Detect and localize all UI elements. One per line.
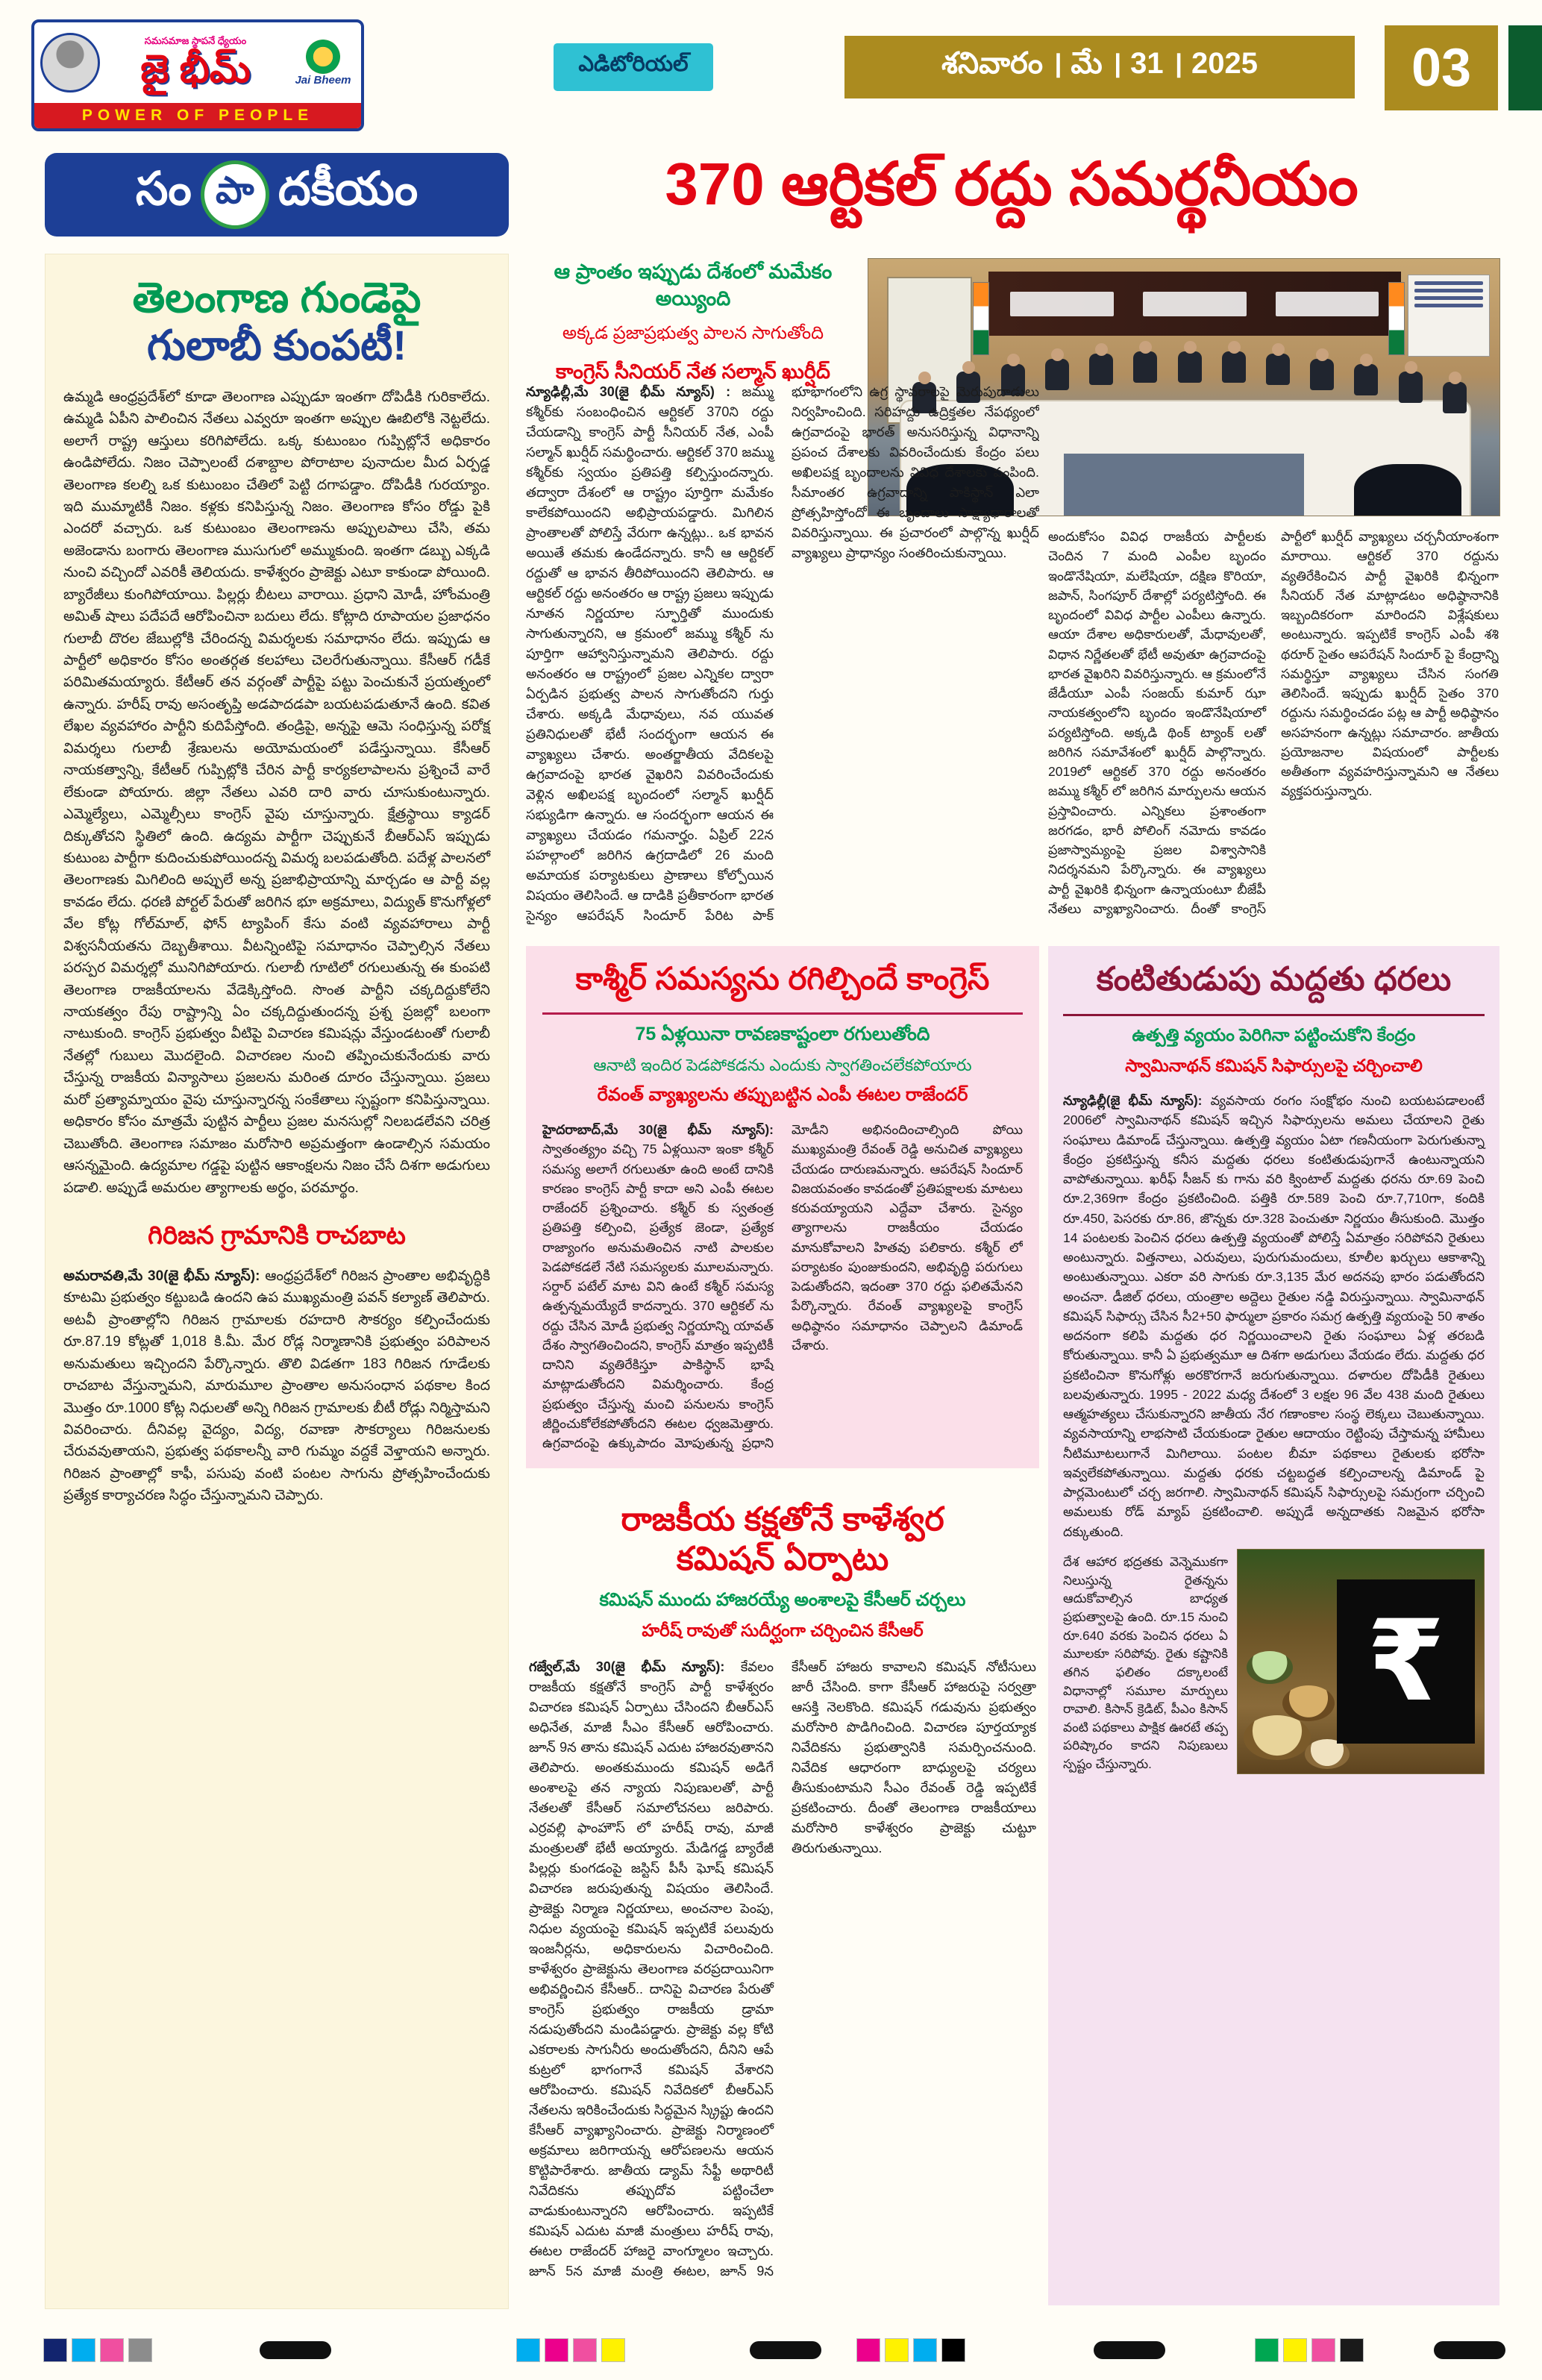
rupee-symbol: ₹ <box>1367 1596 1445 1726</box>
msp-article <box>1048 946 1499 2305</box>
editorial-title-part3: దకీయం <box>278 163 419 215</box>
kashmir-body-columns <box>542 1120 1023 1468</box>
grain-bowl <box>1247 1651 1293 1684</box>
kaleshwaram-dateline: గజ్వేల్,మే 30(జై భీమ్ న్యూస్): <box>529 1659 741 1674</box>
person-figure <box>1045 359 1069 390</box>
kaleshwaram-headline-line1: రాజకీయ కక్షతోనే కాళేశ్వర <box>621 1501 944 1538</box>
grain-bowl <box>1305 1739 1350 1769</box>
msp-body2: దేశ ఆహార భద్రతకు వెన్నెముకగా నిలుస్తున్న రైతన్నను ఆదుకోవాల్సిన బాధ్యత ప్రభుత్వాలపై ఉంది. రూ.15 నుంచి రూ.640 వరకు పెంచిన ధరలు ఏ మూలకూ సరిపోవు. రైతు కష్టానికి తగిన ఫలితం దక్కాలంటే విధానాల్లో సమూల మార్పులు రావాలి. కిసాన్ క్రెడిట్, పీఎం కిసాన్ వంటి పథకాలు పాక్షిక ఊరటే తప్ప పరిష్కారం కాదని నిపుణులు స్పష్టం చేస్తున్నారు. <box>1063 1555 1228 1772</box>
kashmir-subhead-2: ఆనాటి ఇందిర పెడపోకడను ఎందుకు స్వాగతించలేకపోయారు <box>593 1056 972 1074</box>
reg-mark-square <box>100 2338 124 2362</box>
kaleshwaram-headline-line2: కమిషన్ ఏర్పాటు <box>676 1540 889 1577</box>
kaleshwaram-subhead-2: హరీష్ రావుతో సుదీర్ఘంగా చర్చించిన కేసీఆర్ <box>642 1620 924 1640</box>
person-figure <box>1266 354 1290 385</box>
tribal-section-heading: గిరిజన గ్రామానికి రాచబాట <box>148 1221 406 1250</box>
reg-mark-pill <box>1434 2341 1505 2359</box>
lead-subhead-1: ఆ ప్రాంతం ఇప్పుడు దేశంలో మమేకం అయ్యింది <box>554 260 833 310</box>
kaleshwaram-body-text: కేవలం రాజకీయ కక్షతోనే కాంగ్రెస్ పార్టీ కాళేశ్వరం విచారణ కమిషన్ ఏర్పాటు చేసిందని బీఆర్ఎస్ అధినేత, మాజీ సీఎం కేసీఆర్ ఆరోపించారు. జూన్ 9న తాను కమిషన్ ఎదుట హాజరవుతానని తెలిపారు. అంతకుముందు కమిషన్ అడిగే అంశాలపై తన న్యాయ నిపుణులతో, పార్టీ నేతలతో కేసీఆర్ సమాలోచనలు జరిపారు. ఎర్రవల్లి ఫాంహౌస్ లో హరీష్ రావు, మాజీ మంత్రులతో భేటీ అయ్యారు. మేడిగడ్డ బ్యారేజీ పిల్లర్లు కుంగడంపై జస్టిస్ పీసీ ఘోష్ కమిషన్ విచారణ జరుపుతున్న విషయం తెలిసిందే. ప్రాజెక్టు నిర్మాణ నిర్ణయాలు, అంచనాల పెంపు, నిధుల వ్యయంపై కమిషన్ ఇప్పటికే పలువురు ఇంజనీర్లను, అధికారులను విచారించింది. కాళేశ్వరం ప్రాజెక్టును తెలంగాణ వరప్రదాయినిగా అభివర్ణించిన కేసీఆర్.. దానిపై విచారణ పేరుతో కాంగ్రెస్ ప్రభుత్వం రాజకీయ డ్రామా నడుపుతోందని మండిపడ్డారు. ప్రాజెక్టు వల్ల కోటి ఎకరాలకు సాగునీరు అందుతోందని, దీనిని ఆపే కుట్రలో భాగంగానే కమిషన్ వేశారని ఆరోపించారు. కమిషన్ నివేదికలో బీఆర్ఎస్ నేతలను ఇరికించేందుకు సిద్ధమైన స్క్రిప్టు ఉందని కేసీఆర్ వ్యాఖ్యానించారు. ప్రాజెక్టు నిర్మాణంలో అక్రమాలు జరిగాయన్న ఆరోపణలను ఆయన కొట్టిపారేశారు. జాతీయ డ్యామ్ సేఫ్టీ అథారిటీ నివేదికను తప్పుదోవ పట్టించేలా వాడుకుంటున్నారని ఆరోపించారు. ఇప్పటికే కమిషన్ ఎదుట మాజీ మంత్రులు హరీష్ రావు, ఈటల రాజేందర్ హాజరై వాంగ్మూలం ఇచ్చారు. జూన్ 5న మాజీ మంత్రి ఈటల, జూన్ 9న కేసీఆర్ హాజరు కావాలని కమిషన్ నోటీసులు జారీ చేసింది. కాగా కేసీఆర్ హాజరుపై సర్వత్రా ఆసక్తి నెలకొంది. కమిషన్ గడువును ప్రభుత్వం మరోసారి పొడిగించింది. విచారణ పూర్తయ్యాక నివేదికను ప్రభుత్వానికి సమర్పించనుంది. నివేదిక ఆధారంగా బాధ్యులపై చర్యలు తీసుకుంటామని సీఎం రేవంత్ రెడ్డి ఇప్పటికే ప్రకటించారు. దీంతో తెలంగాణ రాజకీయాలు మరోసారి కాళేశ్వరం ప్రాజెక్టు చుట్టూ తిరుగుతున్నాయి. <box>529 1659 1036 2279</box>
reg-mark-square <box>913 2338 937 2362</box>
lead-body-left-columns <box>526 382 1039 936</box>
editorial-body: ఉమ్మడి ఆంధ్రప్రదేశ్‌లో కూడా తెలంగాణ ఎప్పుడూ ఇంతగా దోపిడీకి గురికాలేదు. ఉమ్మడి ఏపీని పాలించిన నేతలు ఎవ్వరూ ఇంతగా అప్పుల ఊబిలోకి నెట్టలేదు. అలాగే రాష్ట్ర ఆస్తులు కరిగిపోలేదు. ఒక్క కుటుంబం గుప్పిట్లోనే అధికారం ఉండిపోలేదు. నిజం చెప్పాలంటే దశాబ్దాల పోరాటాల పునాదుల మీద ఏర్పడ్డ తెలంగాణ కలల్ని ఒక కుటుంబం చేతిలో పెట్టి దగాపడ్డాం. దోపిడీకి గురయ్యాం. ఇది ముమ్మాటికీ నిజం. కళ్లకు కనిపిస్తున్న నిజం. తెలంగాణ కోసం రోడ్డు పైకి ఎందరో వచ్చారు. ఒక కుటుంబం తెలంగాణను అప్పులపాలు చేసి, తమ అజెండాను బంగారు తెలంగాణ ముసుగులో అమ్ముకుంది. ఇంతగా డబ్బు ఎక్కడి నుంచి వచ్చిందో ఎవరికీ తెలియదు. కాళేశ్వరం ప్రాజెక్టు ఎటూ కాకుండా పోయింది. బ్యారేజీలు కుంగిపోయాయి. పిల్లర్లు బీటలు వారాయి. ప్రధాని మోడీ, హోంమంత్రి అమిత్ షాలు పదేపదే ఆరోపించినా బదులు లేదు. కోట్లాది రూపాయల ప్రజాధనం గులాబీ దొరల జేబుల్లోకి చేరిందన్న విమర్శలకు సమాధానం లేదు. ఇప్పుడు ఆ పార్టీలో అధికారం కోసం అంతర్గత కలహాలు చెలరేగుతున్నాయి. కేసీఆర్ గడీకే పరిమితమయ్యారు. కేటీఆర్ తన వర్గంతో పార్టీపై పట్టు పెంచుకునే ప్రయత్నంలో ఉన్నారు. హరీష్ రావు అసంతృప్తి అడపాదడపా బయటపడుతూనే ఉంది. కవిత లేఖల వ్యవహారం పార్టీని కుదిపేస్తోంది. తండ్రిపై, అన్నపై ఆమె సంధిస్తున్న పరోక్ష విమర్శలు గులాబీ శ్రేణులను అయోమయంలో పడేస్తున్నాయి. కేసీఆర్ నాయకత్వాన్ని, కేటీఆర్ గుప్పిట్లోకి చేరిన పార్టీ కార్యకలాపాలను ప్రశ్నించే వారే లేకుండా పోయారు. జిల్లా నేతలు ఎవరి దారి వారు చూసుకుంటున్నారు. ఎమ్మెల్యేలు, ఎమ్మెల్సీలు కాంగ్రెస్ వైపు చూస్తున్నారు. క్షేత్రస్థాయి క్యాడర్ దిక్కుతోచని స్థితిలో ఉంది. ఉద్యమ పార్టీగా చెప్పుకునే బీఆర్ఎస్ ఇప్పుడు కుటుంబ పార్టీగా కుదించుకుపోయిందన్న విమర్శ బలపడుతోంది. పదేళ్ల పాలనలో తెలంగాణకు మిగిలింది అప్పులే అన్న ప్రజాభిప్రాయాన్ని మార్చడం ఆ పార్టీ వల్ల కావడం లేదు. ధరణి పోర్టల్ పేరుతో జరిగిన భూ అక్రమాలు, విద్యుత్ కొనుగోళ్లలో వేల కోట్ల గోల్‌మాల్, ఫోన్ ట్యాపింగ్ కేసు వంటి వ్యవహారాలు పార్టీ విశ్వసనీయతను దెబ్బతీశాయి. వీటన్నింటిపై సమాధానం చెప్పాల్సిన నేతలు పరస్పర విమర్శల్లో మునిగిపోయారు. గులాబీ గూటిలో రగులుతున్న ఈ కుంపటి తెలంగాణ రాజకీయాలను వేడెక్కిస్తోంది. సొంత పార్టీని చక్కదిద్దుకోలేని నాయకత్వం రేపు రాష్ట్రాన్ని ఏం చక్కదిద్దుతుందన్న ప్రశ్న ప్రజల్లో బలంగా నాటుకుంది. కాంగ్రెస్ ప్రభుత్వం వీటిపై విచారణ కమిషన్లు వేస్తుండటంతో గులాబీ నేతల్లో గుబులు మొదలైంది. విచారణల నుంచి తప్పించుకునేందుకు వారు చేస్తున్న రాజకీయ విన్యాసాలు ప్రజలను మరింత దూరం చేస్తున్నాయి. ప్రజలు మరో ప్రత్యామ్నాయం వైపు చూస్తున్నారన్న సంకేతాలు స్పష్టంగా కనిపిస్తున్నాయి. అధికారం కోసం మాత్రమే పుట్టిన పార్టీలు ప్రజల మనసుల్లో నిలబడలేవని చరిత్ర చెబుతోంది. తెలంగాణ సమాజం మరోసారి అప్రమత్తంగా ఉండాల్సిన సమయం ఆసన్నమైంది. ఉద్యమాల గడ్డపై పుట్టిన ఆకాంక్షలను నిజం చేసే దిశగా అడుగులు పడాలి. అప్పుడే అమరుల త్యాగాలకు అర్థం, పరమార్థం. <box>63 389 490 1196</box>
editorial-headline-line1: తెలంగాణ గుండెపై <box>132 274 421 321</box>
emblem-text: Jai Bheem <box>295 73 351 87</box>
editorial-column <box>45 254 509 2309</box>
person-figure <box>1178 351 1202 383</box>
reg-mark-square <box>885 2338 909 2362</box>
editorial-headline-line2: గులాబీ కుంపటీ! <box>146 322 407 369</box>
grain-bowl <box>1244 1715 1311 1760</box>
kashmir-article <box>526 946 1039 1468</box>
person-figure <box>1089 354 1113 385</box>
person-figure <box>1222 351 1246 383</box>
msp-bottom-row <box>1063 1549 1485 1774</box>
header-green-strip <box>1508 25 1542 110</box>
reg-mark-square <box>856 2338 880 2362</box>
kashmir-headline: కాశ్మీర్ సమస్యను రగిల్చిందే కాంగ్రెస్ <box>542 961 1023 1015</box>
grains-rupee-photo <box>1237 1549 1485 1774</box>
msp-body-text: వ్యవసాయ రంగం సంక్షోభం నుంచి బయటపడాలంటే 2006లో స్వామినాథన్ కమిషన్ ఇచ్చిన సిఫార్సులను అమలు చేయాలని రైతు సంఘాలు డిమాండ్ చేస్తున్నాయి. ఉత్పత్తి వ్యయం ఏటా గణనీయంగా పెరుగుతున్నా కేంద్రం ప్రకటిస్తున్న కనీస మద్దతు ధరలు కంటితుడుపుగానే ఉంటున్నాయని వాపోతున్నాయి. ఖరీఫ్ సీజన్ కు గాను వరి క్వింటాల్ మద్దతు ధరను రూ.69 పెంచి రూ.2,369గా కేంద్రం ప్రకటించింది. పత్తికి రూ.589 పెంచి రూ.7,710గా, కందికి రూ.450, పెసరకు రూ.86, జొన్నకు రూ.328 పెంచుతూ నిర్ణయం తీసుకుంది. మొత్తం 14 పంటలకు పెంచిన ధరలు ఉత్పత్తి వ్యయంతో పోలిస్తే ఏమాత్రం సరిపోవని రైతులు అంటున్నారు. విత్తనాలు, ఎరువులు, పురుగుమందులు, కూలీల ఖర్చులు ఆకాశాన్ని అంటుతున్నాయి. ఎకరా వరి సాగుకు రూ.3,135 మేర అదనపు భారం పడుతోందని అంచనా. డీజిల్ ధరలు, యంత్రాల అద్దెలు రైతుల నడ్డి విరుస్తున్నాయి. స్వామినాథన్ కమిషన్ సిఫార్సు చేసిన సీ2+50 ఫార్ములా ప్రకారం సమగ్ర ఉత్పత్తి వ్యయంపై 50 శాతం అదనంగా కలిపి మద్దతు ధర నిర్ణయించాలని రైతు సంఘాలు ఏళ్ల తరబడి కోరుతున్నాయి. కానీ ఏ ప్రభుత్వమూ ఆ దిశగా అడుగులు వేయడం లేదు. మద్దతు ధర ప్రకటించినా కొనుగోళ్లు అరకొరగానే జరుగుతున్నాయి. దళారుల దోపిడీకి రైతులు బలవుతున్నారు. 1995 - 2022 మధ్య దేశంలో 3 లక్షల 96 వేల 438 మంది రైతులు ఆత్మహత్యలు చేసుకున్నారని జాతీయ నేర గణాంకాల సంస్థ లెక్కలు చెబుతున్నాయి. వ్యవసాయాన్ని లాభసాటి చేయకుండా రైతుల ఆదాయం రెట్టింపు చేస్తామన్న హామీలు నీటిమూటలుగానే మిగిలాయి. పంటల బీమా పథకాలు రైతులకు భరోసా ఇవ్వలేకపోతున్నాయి. మద్దతు ధరకు చట్టబద్ధత కల్పించాలన్న డిమాండ్ పై పార్లమెంటులో చర్చ జరగాలి. స్వామినాథన్ కమిషన్ సిఫార్సులపై సమగ్రంగా చర్చించి అమలుకు రోడ్ మ్యాప్ ప్రకటించాలి. అప్పుడే అన్నదాతకు నిజమైన భరోసా దక్కుతుంది. <box>1063 1093 1485 1539</box>
person-figure <box>1310 359 1334 390</box>
masthead-logo <box>31 19 364 131</box>
section-label-editorial: ఎడిటోరియల్ <box>554 43 713 91</box>
kashmir-subhead-3: రేవంత్ వ్యాఖ్యలను తప్పుబట్టిన ఎంపీ ఈటల రాజేందర్ <box>597 1085 968 1105</box>
ambedkar-portrait-icon <box>40 33 100 93</box>
person-figure <box>1133 351 1157 383</box>
person-figure <box>1399 372 1423 403</box>
reg-mark-pill <box>750 2341 821 2359</box>
msp-subhead-1: ఉత్పత్తి వ్యయం పెరిగినా పట్టించుకోని కేంద్రం <box>1132 1025 1416 1045</box>
reg-mark-pill <box>1094 2341 1165 2359</box>
msp-body <box>1063 1091 1485 1541</box>
reg-mark-square <box>573 2338 597 2362</box>
grain-bowl <box>1282 1685 1335 1721</box>
editorial-title-part1: సం <box>135 163 192 215</box>
editorial-title-part2: పా <box>216 169 254 211</box>
reg-mark-square <box>601 2338 625 2362</box>
rupee-symbol-box <box>1337 1579 1475 1744</box>
person-figure <box>1443 382 1467 413</box>
lead-dateline: న్యూఢిల్లీ,మే 30(జై భీమ్ న్యూస్) : <box>526 384 742 399</box>
masthead-emblem-block <box>291 40 355 87</box>
person-figure <box>1354 364 1378 395</box>
reg-mark-square <box>1283 2338 1307 2362</box>
reg-mark-square <box>43 2338 67 2362</box>
kashmir-subhead-1: 75 ఏళ్లయినా రావణకాష్టంలా రగులుతోంది <box>635 1024 930 1045</box>
reg-mark-square <box>516 2338 540 2362</box>
reg-mark-square <box>941 2338 965 2362</box>
reg-mark-square <box>1255 2338 1279 2362</box>
lead-body-right-columns <box>1048 527 1499 936</box>
foreground-person <box>1354 464 1461 516</box>
lead-subhead-2: అక్కడ ప్రజాప్రభుత్వ పాలన సాగుతోంది <box>562 322 824 343</box>
kaleshwaram-subhead-1: కమిషన్ ముందు హాజరయ్యే అంశాలపై కేసీఆర్ చర్చలు <box>599 1589 966 1610</box>
lead-subhead-3: కాంగ్రెస్ సీనియర్ నేత సల్మాన్ ఖుర్షీద్ <box>556 360 830 383</box>
masthead-logo-main <box>34 22 361 103</box>
emblem-icon <box>306 40 340 74</box>
reg-mark-square <box>1311 2338 1335 2362</box>
tribal-body-text: ఆంధ్రప్రదేశ్‌లో గిరిజన ప్రాంతాల అభివృద్ధికి కూటమి ప్రభుత్వం కట్టుబడి ఉందని ఉప ముఖ్యమంత్రి పవన్ కల్యాణ్ తెలిపారు. అటవీ ప్రాంతాల్లోని గిరిజన గ్రామాలకు రహదారి సౌకర్యం కల్పించేందుకు రూ.87.19 కోట్లతో 1,018 కి.మీ. మేర రోడ్ల నిర్మాణానికి ప్రభుత్వం పరిపాలన అనుమతులు ఇచ్చిందని పేర్కొన్నారు. తొలి విడతగా 183 గిరిజన గూడేలకు రాచబాట వేస్తున్నామని, మారుమూల ప్రాంతాల అనుసంధాన పథకాల కింద మొత్తం రూ.1000 కోట్ల నిధులతో అన్ని గిరిజన గ్రామాలకు బీటీ రోడ్లు నిర్మిస్తామని వివరించారు. దీనివల్ల వైద్యం, విద్య, రవాణా సౌకర్యాలు గిరిజనులకు చేరువవుతాయని, ప్రభుత్వ పథకాలన్నీ వారి గుమ్మం వద్దకే వెళ్తాయని అన్నారు. గిరిజన ప్రాంతాల్లో కాఫీ, పసుపు వంటి పంటల సాగును ప్రోత్సహించేందుకు ప్రత్యేక కార్యాచరణ సిద్ధం చేస్తున్నామని చెప్పారు. <box>63 1268 490 1504</box>
editorial-title-circle <box>201 160 269 229</box>
date-bar: శనివారం । మే । 31 । 2025 <box>844 36 1355 98</box>
reg-mark-square <box>545 2338 568 2362</box>
msp-subhead-2: స్వామినాథన్ కమిషన్ సిఫార్సులపై చర్చించాలి <box>1125 1056 1423 1075</box>
lead-headline: 370 ఆర్టికల్ రద్దు సమర్థనీయం <box>665 151 1358 217</box>
kaleshwaram-article <box>526 1488 1039 2305</box>
reg-mark-square <box>72 2338 95 2362</box>
lead-body-right: అందుకోసం వివిధ రాజకీయ పార్టీలకు చెందిన 7 మంది ఎంపీల బృందం ఇండొనేషియా, మలేషియా, దక్షిణ కొరియా, జపాన్, సింగపూర్ దేశాల్లో పర్యటిస్తోంది. ఈ బృందంలో వివిధ పార్టీల ఎంపీలు ఉన్నారు. ఆయా దేశాల అధికారులతో, మేధావులతో, విధాన నిర్ణేతలతో భేటీ అవుతూ ఉగ్రవాదంపై భారత వైఖరిని వివరిస్తున్నారు. ఆ క్రమంలోనే జేడీయూ ఎంపీ సంజయ్ కుమార్ ఝా నాయకత్వంలోని బృందం ఇండొనేషియాలో పర్యటిస్తోంది. అక్కడి థింక్ ట్యాంక్ లతో జరిగిన సమావేశంలో ఖుర్షీద్ పాల్గొన్నారు. 2019లో ఆర్టికల్ 370 రద్దు అనంతరం జమ్ము కశ్మీర్ లో జరిగిన మార్పులను ఆయన ప్రస్తావించారు. ఎన్నికలు ప్రశాంతంగా జరగడం, భారీ పోలింగ్ నమోదు కావడం ప్రజాస్వామ్యంపై ప్రజల విశ్వాసానికి నిదర్శనమని పేర్కొన్నారు. ఈ వ్యాఖ్యలు పార్టీ వైఖరికి భిన్నంగా ఉన్నాయంటూ బీజేపీ నేతలు వ్యాఖ్యానించారు. దీంతో కాంగ్రెస్ పార్టీలో ఖుర్షీద్ వ్యాఖ్యలు చర్చనీయాంశంగా మారాయి. ఆర్టికల్ 370 రద్దును వ్యతిరేకించిన పార్టీ వైఖరికి భిన్నంగా సీనియర్ నేత మాట్లాడటం అధిష్ఠానానికి ఇబ్బందికరంగా మారిందని విశ్లేషకులు అంటున్నారు. ఇప్పటికే కాంగ్రెస్ ఎంపీ శశి థరూర్ సైతం ఆపరేషన్ సిందూర్ పై కేంద్రాన్ని సమర్థిస్తూ వ్యాఖ్యలు చేసిన సంగతి తెలిసిందే. ఇప్పుడు ఖుర్షీద్ సైతం 370 రద్దును సమర్థించడం పట్ల ఆ పార్టీ అధిష్ఠానం అసహనంగా ఉన్నట్లు సమాచారం. జాతీయ ప్రయోజనాల విషయంలో పార్టీలకు అతీతంగా వ్యవహరిస్తున్నామని ఆ నేతలు వ్యక్తపరుస్తున్నారు. <box>1048 529 1499 916</box>
kaleshwaram-body-columns <box>529 1657 1036 2293</box>
kashmir-body-text: స్వాతంత్య్రం వచ్చి 75 ఏళ్లయినా ఇంకా కశ్మీర్ సమస్య అలాగే రగులుతూ ఉంది అంటే దానికి కారణం కాంగ్రెస్ పార్టీ కాదా అని ఎంపీ ఈటల రాజేందర్ ప్రశ్నించారు. కశ్మీర్ కు స్వతంత్ర ప్రతిపత్తి కల్పించి, ప్రత్యేక జెండా, ప్రత్యేక రాజ్యాంగం అనుమతించిన నాటి పాలకుల పెడపోకడలే నేటి సమస్యలకు మూలమన్నారు. సర్దార్ పటేల్ మాట విని ఉంటే కశ్మీర్ సమస్య ఉత్పన్నమయ్యేదే కాదన్నారు. 370 ఆర్టికల్ ను రద్దు చేసిన మోడీ ప్రభుత్వ నిర్ణయాన్ని యావత్ దేశం స్వాగతించిందని, కాంగ్రెస్ మాత్రం ఇప్పటికీ దానిని వ్యతిరేకిస్తూ పాకిస్థాన్ భాషే మాట్లాడుతోందని విమర్శించారు. కేంద్ర ప్రభుత్వం చేస్తున్న మంచి పనులను కాంగ్రెస్ జీర్ణించుకోలేకపోతోందని ఈటల ధ్వజమెత్తారు. ఉగ్రవాదంపై ఉక్కుపాదం మోపుతున్న ప్రధాని మోడీని అభినందించాల్సింది పోయి ముఖ్యమంత్రి రేవంత్ రెడ్డి అనుచిత వ్యాఖ్యలు చేయడం దారుణమన్నారు. ఆపరేషన్ సిందూర్ విజయవంతం కావడంతో ప్రతిపక్షాలకు మాటలు కరువయ్యాయని ఎద్దేవా చేశారు. సైన్యం త్యాగాలను రాజకీయం చేయడం మానుకోవాలని హితవు పలికారు. కశ్మీర్ లో పర్యాటకం పుంజుకుందని, అభివృద్ధి పరుగులు పెడుతోందని, ఇదంతా 370 రద్దు ఫలితమేనని పేర్కొన్నారు. రేవంత్ వ్యాఖ్యలపై కాంగ్రెస్ అధిష్ఠానం సమాధానం చెప్పాలని డిమాండ్ చేశారు. <box>542 1122 1023 1450</box>
page-number: 03 <box>1385 25 1498 110</box>
lead-body-left: జమ్ము కశ్మీర్‌కు సంబంధించిన ఆర్టికల్ 370ని రద్దు చేయడాన్ని కాంగ్రెస్ పార్టీ సీనియర్ నేత, ఎంపీ సల్మాన్ ఖుర్షీద్ సమర్థించారు. ఆర్టికల్ 370 జమ్ము కశ్మీర్‌కు స్వయం ప్రతిపత్తి కల్పిస్తుందన్నారు. తద్వారా దేశంలో ఆ రాష్ట్రం పూర్తిగా మమేకం కాలేకపోయిందని అభిప్రాయపడ్డారు. మిగిలిన ప్రాంతాలతో పోలిస్తే వేరుగా ఉన్నట్లు.. ఒక భావన అయితే తమకు ఉండేదన్నారు. కానీ ఆ ఆర్టికల్ రద్దుతో ఆ భావన తీరిపోయిందని తెలిపారు. ఆ ఆర్టికల్ రద్దు అనంతరం ఆ రాష్ట్ర ప్రజలు ఇప్పుడు నూతన నిర్ణయాల స్ఫూర్తితో ముందుకు సాగుతున్నారని, ఆ క్రమంలో జమ్ము కశ్మీర్ ను పూర్తిగా ఆహ్వానిస్తున్నామని తెలిపారు. రద్దు అనంతరం ఆ రాష్ట్రంలో ప్రజల ఎన్నికల ద్వారా ఏర్పడిన ప్రభుత్వ పాలన సాగుతోందని గుర్తు చేశారు. అక్కడి మేధావులు, నవ యువత ప్రతినిధులతో భేటీ సందర్భంగా ఆయన ఈ వ్యాఖ్యలు చేశారు. అంతర్జాతీయ వేదికలపై ఉగ్రవాదంపై భారత వైఖరిని వివరించేందుకు వెళ్లిన అఖిలపక్ష బృందంలో సల్మాన్ ఖుర్షీద్ సభ్యుడిగా ఉన్నారు. ఆ సందర్భంగా ఆయన ఈ వ్యాఖ్యలు చేయడం గమనార్హం. ఏప్రిల్ 22న పహల్గాంలో జరిగిన ఉగ్రదాడిలో 26 మంది అమాయక పర్యాటకులు ప్రాణాలు కోల్పోయిన విషయం తెలిసిందే. ఆ దాడికి ప్రతీకారంగా భారత సైన్యం ఆపరేషన్ సిందూర్ పేరిట పాక్ భూభాగంలోని ఉగ్ర స్థావరాలపై మెరుపుదాడులు నిర్వహించింది. సరిహద్దు ఉద్రిక్తతల నేపథ్యంలో ఉగ్రవాదంపై భారత్ అనుసరిస్తున్న విధానాన్ని ప్రపంచ దేశాలకు వివరించేందుకు కేంద్రం పలు అఖిలపక్ష బృందాలను వివిధ దేశాలకు పంపింది. సీమాంతర ఉగ్రవాదాన్ని పాకిస్థాన్ ఎలా ప్రోత్సహిస్తోందో ఈ బృందాలు సాక్ష్యాధారాలతో వివరిస్తున్నాయి. ఈ ప్రచారంలో పాల్గొన్న ఖుర్షీద్ వ్యాఖ్యలు ప్రాధాన్యం సంతరించుకున్నాయి. <box>526 384 1039 923</box>
registration-marks <box>0 2334 1542 2368</box>
msp-dateline: న్యూఢిల్లీ(జై భీమ్ న్యూస్): <box>1063 1093 1211 1108</box>
masthead-tagline: సమసమాజ స్థాపనే ధ్యేయం <box>144 35 247 47</box>
msp-headline: కంటితుడుపు మద్దతు ధరలు <box>1063 961 1485 1016</box>
editorial-title-box <box>45 153 509 237</box>
paper-name: జై భీమ్ <box>140 48 251 92</box>
kashmir-dateline: హైదరాబాద్,మే 30(జై భీమ్ న్యూస్): <box>542 1122 774 1137</box>
masthead-center <box>106 35 285 90</box>
tribal-section-body <box>63 1265 490 1507</box>
tribal-dateline: అమరావతి,మే 30(జై భీమ్ న్యూస్): <box>63 1268 266 1284</box>
lead-subheads <box>526 258 860 385</box>
reg-mark-square <box>128 2338 152 2362</box>
reg-mark-square <box>1340 2338 1364 2362</box>
reg-mark-pill <box>260 2341 331 2359</box>
power-of-people-strip: POWER OF PEOPLE <box>34 103 361 128</box>
